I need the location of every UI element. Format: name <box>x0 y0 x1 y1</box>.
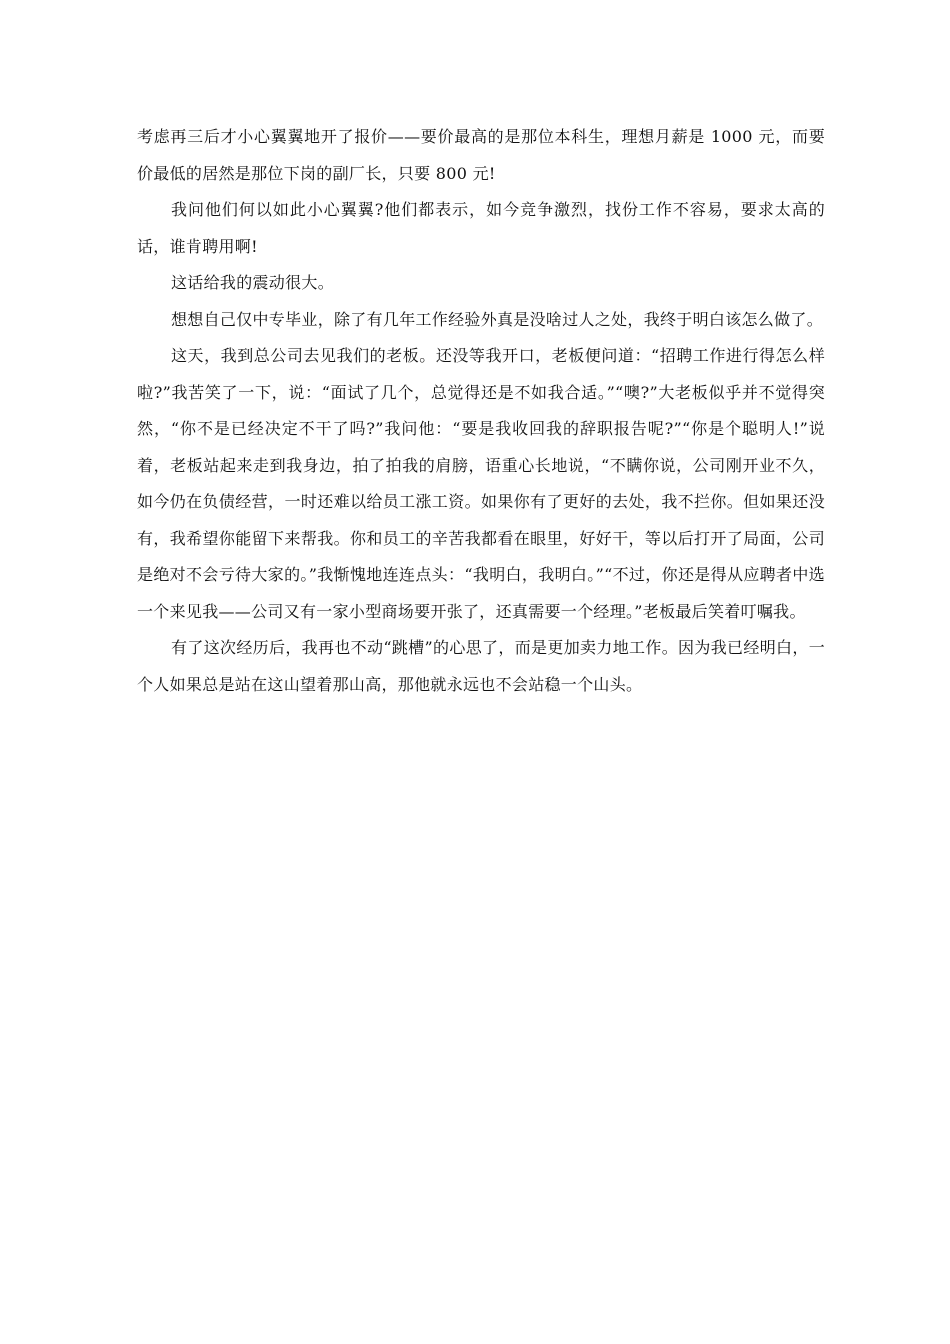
document-body <box>137 119 825 703</box>
paragraph-5: 这天，我到总公司去见我们的老板。还没等我开口，老板便问道：“招聘工作进行得怎么样啦?”我苦笑了一下，说：“面试了几个，总觉得还是不如我合适。”“噢?”大老板似乎并不觉得突然，“你不是已经决定不干了吗?”我问他：“要是我收回我的辞职报告呢?”“你是个聪明人!”说着，老板站起来走到我身边，拍了拍我的肩膀，语重心长地说，“不瞒你说，公司刚开业不久，如今仍在负债经营，一时还难以给员工涨工资。如果你有了更好的去处，我不拦你。但如果还没有，我希望你能留下来帮我。你和员工的辛苦我都看在眼里，好好干，等以后打开了局面，公司是绝对不会亏待大家的。”我惭愧地连连点头：“我明白，我明白。”“不过，你还是得从应聘者中选一个来见我——公司又有一家小型商场要开张了，还真需要一个经理。”老板最后笑着叮嘱我。 <box>137 346 825 621</box>
paragraph-1: 考虑再三后才小心翼翼地开了报价——要价最高的是那位本科生，理想月薪是 1000 元，而要价最低的居然是那位下岗的副厂长，只要 800 元! <box>137 127 825 183</box>
paragraph-2: 我问他们何以如此小心翼翼?他们都表示，如今竞争激烈，找份工作不容易，要求太高的话，谁肯聘用啊! <box>137 200 825 256</box>
paragraph-3: 这话给我的震动很大。 <box>171 273 335 292</box>
paragraph-4: 想想自己仅中专毕业，除了有几年工作经验外真是没啥过人之处，我终于明白该怎么做了。 <box>171 309 824 329</box>
paragraph-6: 有了这次经历后，我再也不动“跳槽”的心思了，而是更加卖力地工作。因为我已经明白，一个人如果总是站在这山望着那山高，那他就永远也不会站稳一个山头。 <box>137 638 825 694</box>
